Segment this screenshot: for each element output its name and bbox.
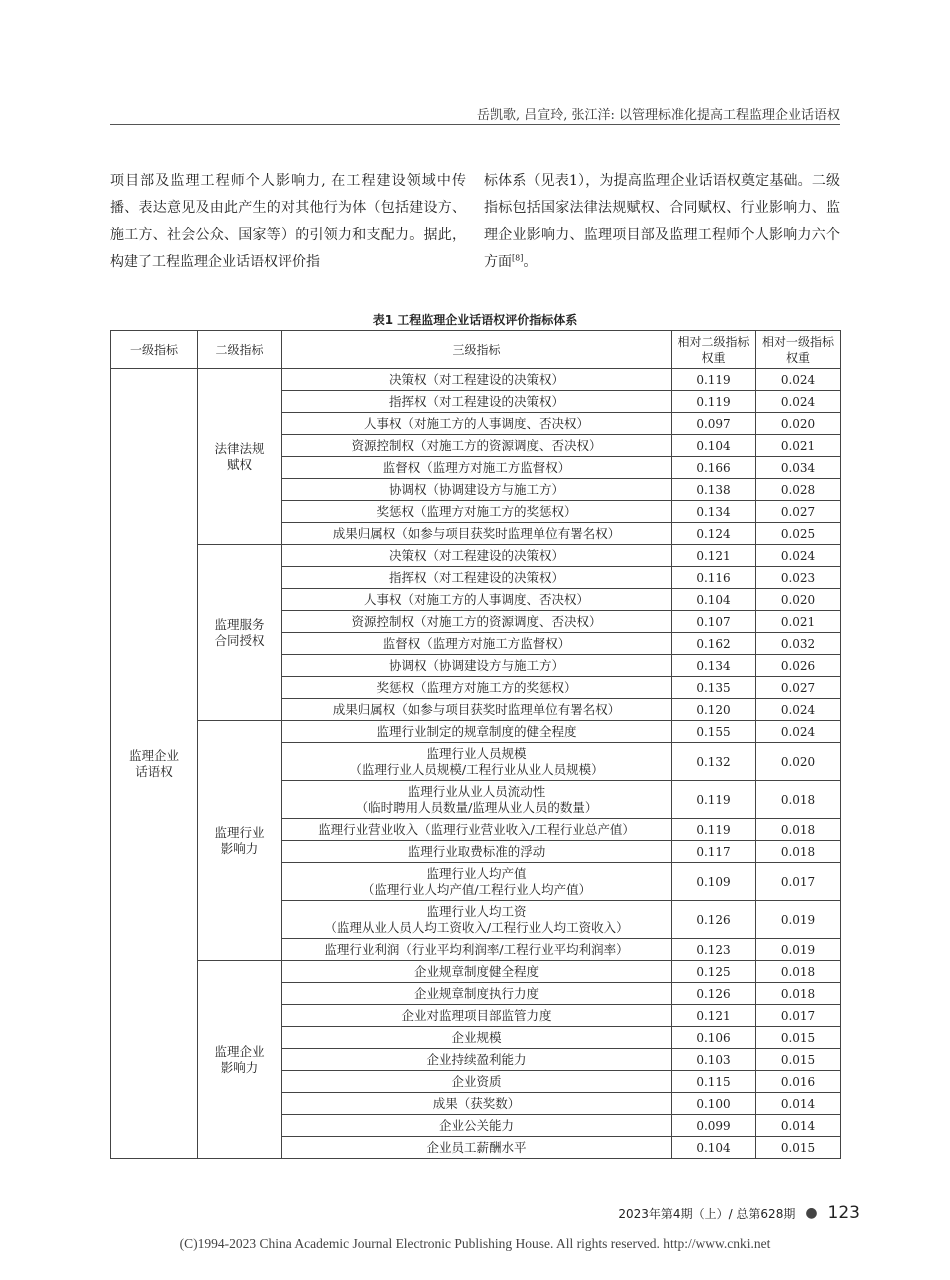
body-text-right <box>484 168 840 276</box>
l3-indicator-name: 企业规模 <box>451 1029 502 1045</box>
l3-indicator <box>282 699 672 721</box>
l3-indicator-name: 企业持续盈利能力 <box>426 1051 527 1067</box>
l3-indicator <box>282 1027 672 1049</box>
l3-indicator <box>282 961 672 983</box>
l3-indicator <box>282 369 672 391</box>
l3-indicator-name: 监理行业人员规模 <box>426 745 527 761</box>
body-text-right-end: 。 <box>523 254 538 270</box>
l3-indicator <box>282 1071 672 1093</box>
l3-indicator-name: 企业规章制度健全程度 <box>413 963 539 979</box>
running-header: 岳凯歌, 吕宣玲, 张江洋: 以管理标准化提高工程监理企业话语权 <box>476 108 840 123</box>
table-row <box>111 961 841 983</box>
l3-indicator-formula: （监理行业人员规模/工程行业从业人员规模） <box>349 761 604 777</box>
weight-l1: 0.026 <box>756 655 841 677</box>
weight-l2: 0.135 <box>672 677 756 699</box>
l3-indicator <box>282 743 672 781</box>
weight-l1: 0.028 <box>756 479 841 501</box>
l3-indicator <box>282 1005 672 1027</box>
header-w2: 相对二级指标权重 <box>672 331 756 369</box>
weight-l1: 0.014 <box>756 1115 841 1137</box>
weight-l1: 0.027 <box>756 677 841 699</box>
weight-l2: 0.119 <box>672 391 756 413</box>
weight-l1: 0.019 <box>756 901 841 939</box>
weight-l1: 0.018 <box>756 983 841 1005</box>
weight-l1: 0.018 <box>756 961 841 983</box>
weight-l1: 0.020 <box>756 589 841 611</box>
weight-l2: 0.162 <box>672 633 756 655</box>
weight-l2: 0.125 <box>672 961 756 983</box>
l3-indicator-name: 资源控制权（对施工方的资源调度、否决权） <box>351 437 602 453</box>
weight-l1: 0.018 <box>756 781 841 819</box>
weight-l1: 0.016 <box>756 1071 841 1093</box>
weight-l1: 0.024 <box>756 391 841 413</box>
weight-l2: 0.124 <box>672 523 756 545</box>
weight-l2: 0.119 <box>672 781 756 819</box>
weight-l2: 0.117 <box>672 841 756 863</box>
header-rule <box>110 124 840 125</box>
l3-indicator-name: 企业规章制度执行力度 <box>413 985 539 1001</box>
weight-l1: 0.018 <box>756 841 841 863</box>
header-l2: 二级指标 <box>198 331 282 369</box>
l3-indicator <box>282 545 672 567</box>
l3-indicator <box>282 721 672 743</box>
indicator-table <box>110 330 841 1159</box>
l2-indicator: 监理服务合同授权 <box>198 545 282 721</box>
l3-indicator-name: 决策权（对工程建设的决策权） <box>388 547 564 563</box>
l3-indicator <box>282 589 672 611</box>
l3-indicator <box>282 501 672 523</box>
header-l3: 三级指标 <box>282 331 672 369</box>
weight-l1: 0.015 <box>756 1049 841 1071</box>
l3-indicator-name: 企业对监理项目部监管力度 <box>401 1007 552 1023</box>
l3-indicator-name: 监理行业从业人员流动性 <box>407 783 546 799</box>
l3-indicator <box>282 391 672 413</box>
copyright-line: (C)1994-2023 China Academic Journal Electronic Publishing House. All rights reserved. http://www.cnki.net <box>179 1236 771 1251</box>
l3-indicator-name: 企业员工薪酬水平 <box>426 1139 527 1155</box>
weight-l1: 0.021 <box>756 611 841 633</box>
l3-indicator <box>282 523 672 545</box>
weight-l1: 0.018 <box>756 819 841 841</box>
body-text-right-main: 标体系（见表1），为提高监理企业话语权奠定基础。二级指标包括国家法律法规赋权、合同赋权、行业影响力、监理企业影响力、监理项目部及监理工程师个人影响力六个方面 <box>484 173 840 270</box>
weight-l1: 0.032 <box>756 633 841 655</box>
l2-indicator: 监理企业影响力 <box>198 961 282 1159</box>
weight-l2: 0.126 <box>672 983 756 1005</box>
weight-l1: 0.027 <box>756 501 841 523</box>
l3-indicator-formula: （临时聘用人员数量/监理从业人员的数量） <box>355 799 598 815</box>
weight-l2: 0.138 <box>672 479 756 501</box>
l3-indicator <box>282 457 672 479</box>
l3-indicator <box>282 1115 672 1137</box>
weight-l2: 0.126 <box>672 901 756 939</box>
weight-l2: 0.120 <box>672 699 756 721</box>
l3-indicator <box>282 435 672 457</box>
l3-indicator-name: 决策权（对工程建设的决策权） <box>388 371 564 387</box>
weight-l2: 0.104 <box>672 1137 756 1159</box>
l3-indicator <box>282 1049 672 1071</box>
l3-indicator <box>282 611 672 633</box>
l3-indicator-name: 监督权（监理方对施工方监督权） <box>382 635 571 651</box>
table-header-row <box>111 331 841 369</box>
l3-indicator <box>282 1137 672 1159</box>
weight-l1: 0.025 <box>756 523 841 545</box>
table-row <box>111 369 841 391</box>
weight-l2: 0.104 <box>672 435 756 457</box>
l3-indicator <box>282 901 672 939</box>
l3-indicator-name: 监督权（监理方对施工方监督权） <box>382 459 571 475</box>
body-text-left: 项目部及监理工程师个人影响力, 在工程建设领域中传播、表达意见及由此产生的对其他行为体（包括建设方、施工方、社会公众、国家等）的引领力和支配力。据此，构建了工程监理企业话语权评价指 <box>110 173 466 270</box>
l3-indicator-name: 监理行业人均工资 <box>426 903 527 919</box>
weight-l2: 0.121 <box>672 545 756 567</box>
weight-l1: 0.019 <box>756 939 841 961</box>
l3-indicator-name: 成果（获奖数） <box>432 1095 521 1111</box>
weight-l2: 0.097 <box>672 413 756 435</box>
weight-l2: 0.155 <box>672 721 756 743</box>
l2-indicator: 法律法规赋权 <box>198 369 282 545</box>
page-footer <box>618 1203 860 1223</box>
weight-l1: 0.015 <box>756 1027 841 1049</box>
weight-l1: 0.014 <box>756 1093 841 1115</box>
weight-l2: 0.134 <box>672 655 756 677</box>
weight-l2: 0.103 <box>672 1049 756 1071</box>
l3-indicator <box>282 863 672 901</box>
weight-l2: 0.107 <box>672 611 756 633</box>
l3-indicator-name: 企业公关能力 <box>438 1117 514 1133</box>
weight-l1: 0.020 <box>756 743 841 781</box>
l2-indicator: 监理行业影响力 <box>198 721 282 961</box>
l3-indicator-name: 奖惩权（监理方对施工方的奖惩权） <box>376 503 577 519</box>
bullet-icon: ● <box>805 1205 818 1221</box>
l3-indicator-name: 监理行业制定的规章制度的健全程度 <box>376 723 577 739</box>
l3-indicator-name: 成果归属权（如参与项目获奖时监理单位有署名权） <box>332 701 621 717</box>
l3-indicator <box>282 841 672 863</box>
weight-l1: 0.015 <box>756 1137 841 1159</box>
table-body <box>111 369 841 1159</box>
l3-indicator <box>282 655 672 677</box>
l3-indicator <box>282 983 672 1005</box>
l3-indicator-name: 协调权（协调建设方与施工方） <box>388 481 564 497</box>
header-l1: 一级指标 <box>111 331 198 369</box>
weight-l2: 0.099 <box>672 1115 756 1137</box>
l3-indicator <box>282 413 672 435</box>
l3-indicator <box>282 819 672 841</box>
weight-l1: 0.017 <box>756 863 841 901</box>
weight-l1: 0.024 <box>756 721 841 743</box>
weight-l2: 0.121 <box>672 1005 756 1027</box>
weight-l1: 0.023 <box>756 567 841 589</box>
l3-indicator-name: 资源控制权（对施工方的资源调度、否决权） <box>351 613 602 629</box>
l3-indicator-name: 人事权（对施工方的人事调度、否决权） <box>363 415 589 431</box>
l3-indicator <box>282 781 672 819</box>
l3-indicator <box>282 567 672 589</box>
weight-l2: 0.166 <box>672 457 756 479</box>
l3-indicator-name: 监理行业人均产值 <box>426 865 527 881</box>
l3-indicator <box>282 633 672 655</box>
l3-indicator-name: 企业资质 <box>451 1073 502 1089</box>
l3-indicator-name: 指挥权（对工程建设的决策权） <box>388 569 564 585</box>
page-number: 123 <box>827 1203 860 1223</box>
l3-indicator-name: 奖惩权（监理方对施工方的奖惩权） <box>376 679 577 695</box>
table-title: 表1 工程监理企业话语权评价指标体系 <box>372 313 578 327</box>
weight-l1: 0.024 <box>756 369 841 391</box>
l3-indicator-name: 协调权（协调建设方与施工方） <box>388 657 564 673</box>
weight-l2: 0.119 <box>672 369 756 391</box>
weight-l1: 0.034 <box>756 457 841 479</box>
weight-l2: 0.115 <box>672 1071 756 1093</box>
l3-indicator-name: 指挥权（对工程建设的决策权） <box>388 393 564 409</box>
l3-indicator <box>282 677 672 699</box>
l3-indicator-name: 成果归属权（如参与项目获奖时监理单位有署名权） <box>332 525 621 541</box>
weight-l2: 0.116 <box>672 567 756 589</box>
l3-indicator-name: 人事权（对施工方的人事调度、否决权） <box>363 591 589 607</box>
weight-l1: 0.024 <box>756 545 841 567</box>
table-row <box>111 545 841 567</box>
weight-l1: 0.020 <box>756 413 841 435</box>
l3-indicator-formula: （监理从业人员人均工资收入/工程行业人均工资收入） <box>324 919 629 935</box>
weight-l1: 0.017 <box>756 1005 841 1027</box>
issue-info: 2023年第4期（上）/ 总第628期 <box>618 1206 796 1221</box>
l3-indicator-formula: （监理行业人均产值/工程行业人均产值） <box>361 881 592 897</box>
l3-indicator <box>282 939 672 961</box>
citation: [8] <box>512 253 524 263</box>
weight-l2: 0.104 <box>672 589 756 611</box>
weight-l1: 0.021 <box>756 435 841 457</box>
l1-indicator: 监理企业话语权 <box>111 369 198 1159</box>
weight-l2: 0.132 <box>672 743 756 781</box>
l3-indicator-name: 监理行业利润（行业平均利润率/工程行业平均利润率） <box>324 941 629 957</box>
weight-l2: 0.119 <box>672 819 756 841</box>
l3-indicator <box>282 479 672 501</box>
weight-l2: 0.100 <box>672 1093 756 1115</box>
weight-l1: 0.024 <box>756 699 841 721</box>
l3-indicator-name: 监理行业取费标准的浮动 <box>407 843 546 859</box>
weight-l2: 0.106 <box>672 1027 756 1049</box>
weight-l2: 0.134 <box>672 501 756 523</box>
table-row <box>111 721 841 743</box>
weight-l2: 0.109 <box>672 863 756 901</box>
header-w1: 相对一级指标权重 <box>756 331 841 369</box>
weight-l2: 0.123 <box>672 939 756 961</box>
l3-indicator <box>282 1093 672 1115</box>
l3-indicator-name: 监理行业营业收入（监理行业营业收入/工程行业总产值） <box>318 821 635 837</box>
